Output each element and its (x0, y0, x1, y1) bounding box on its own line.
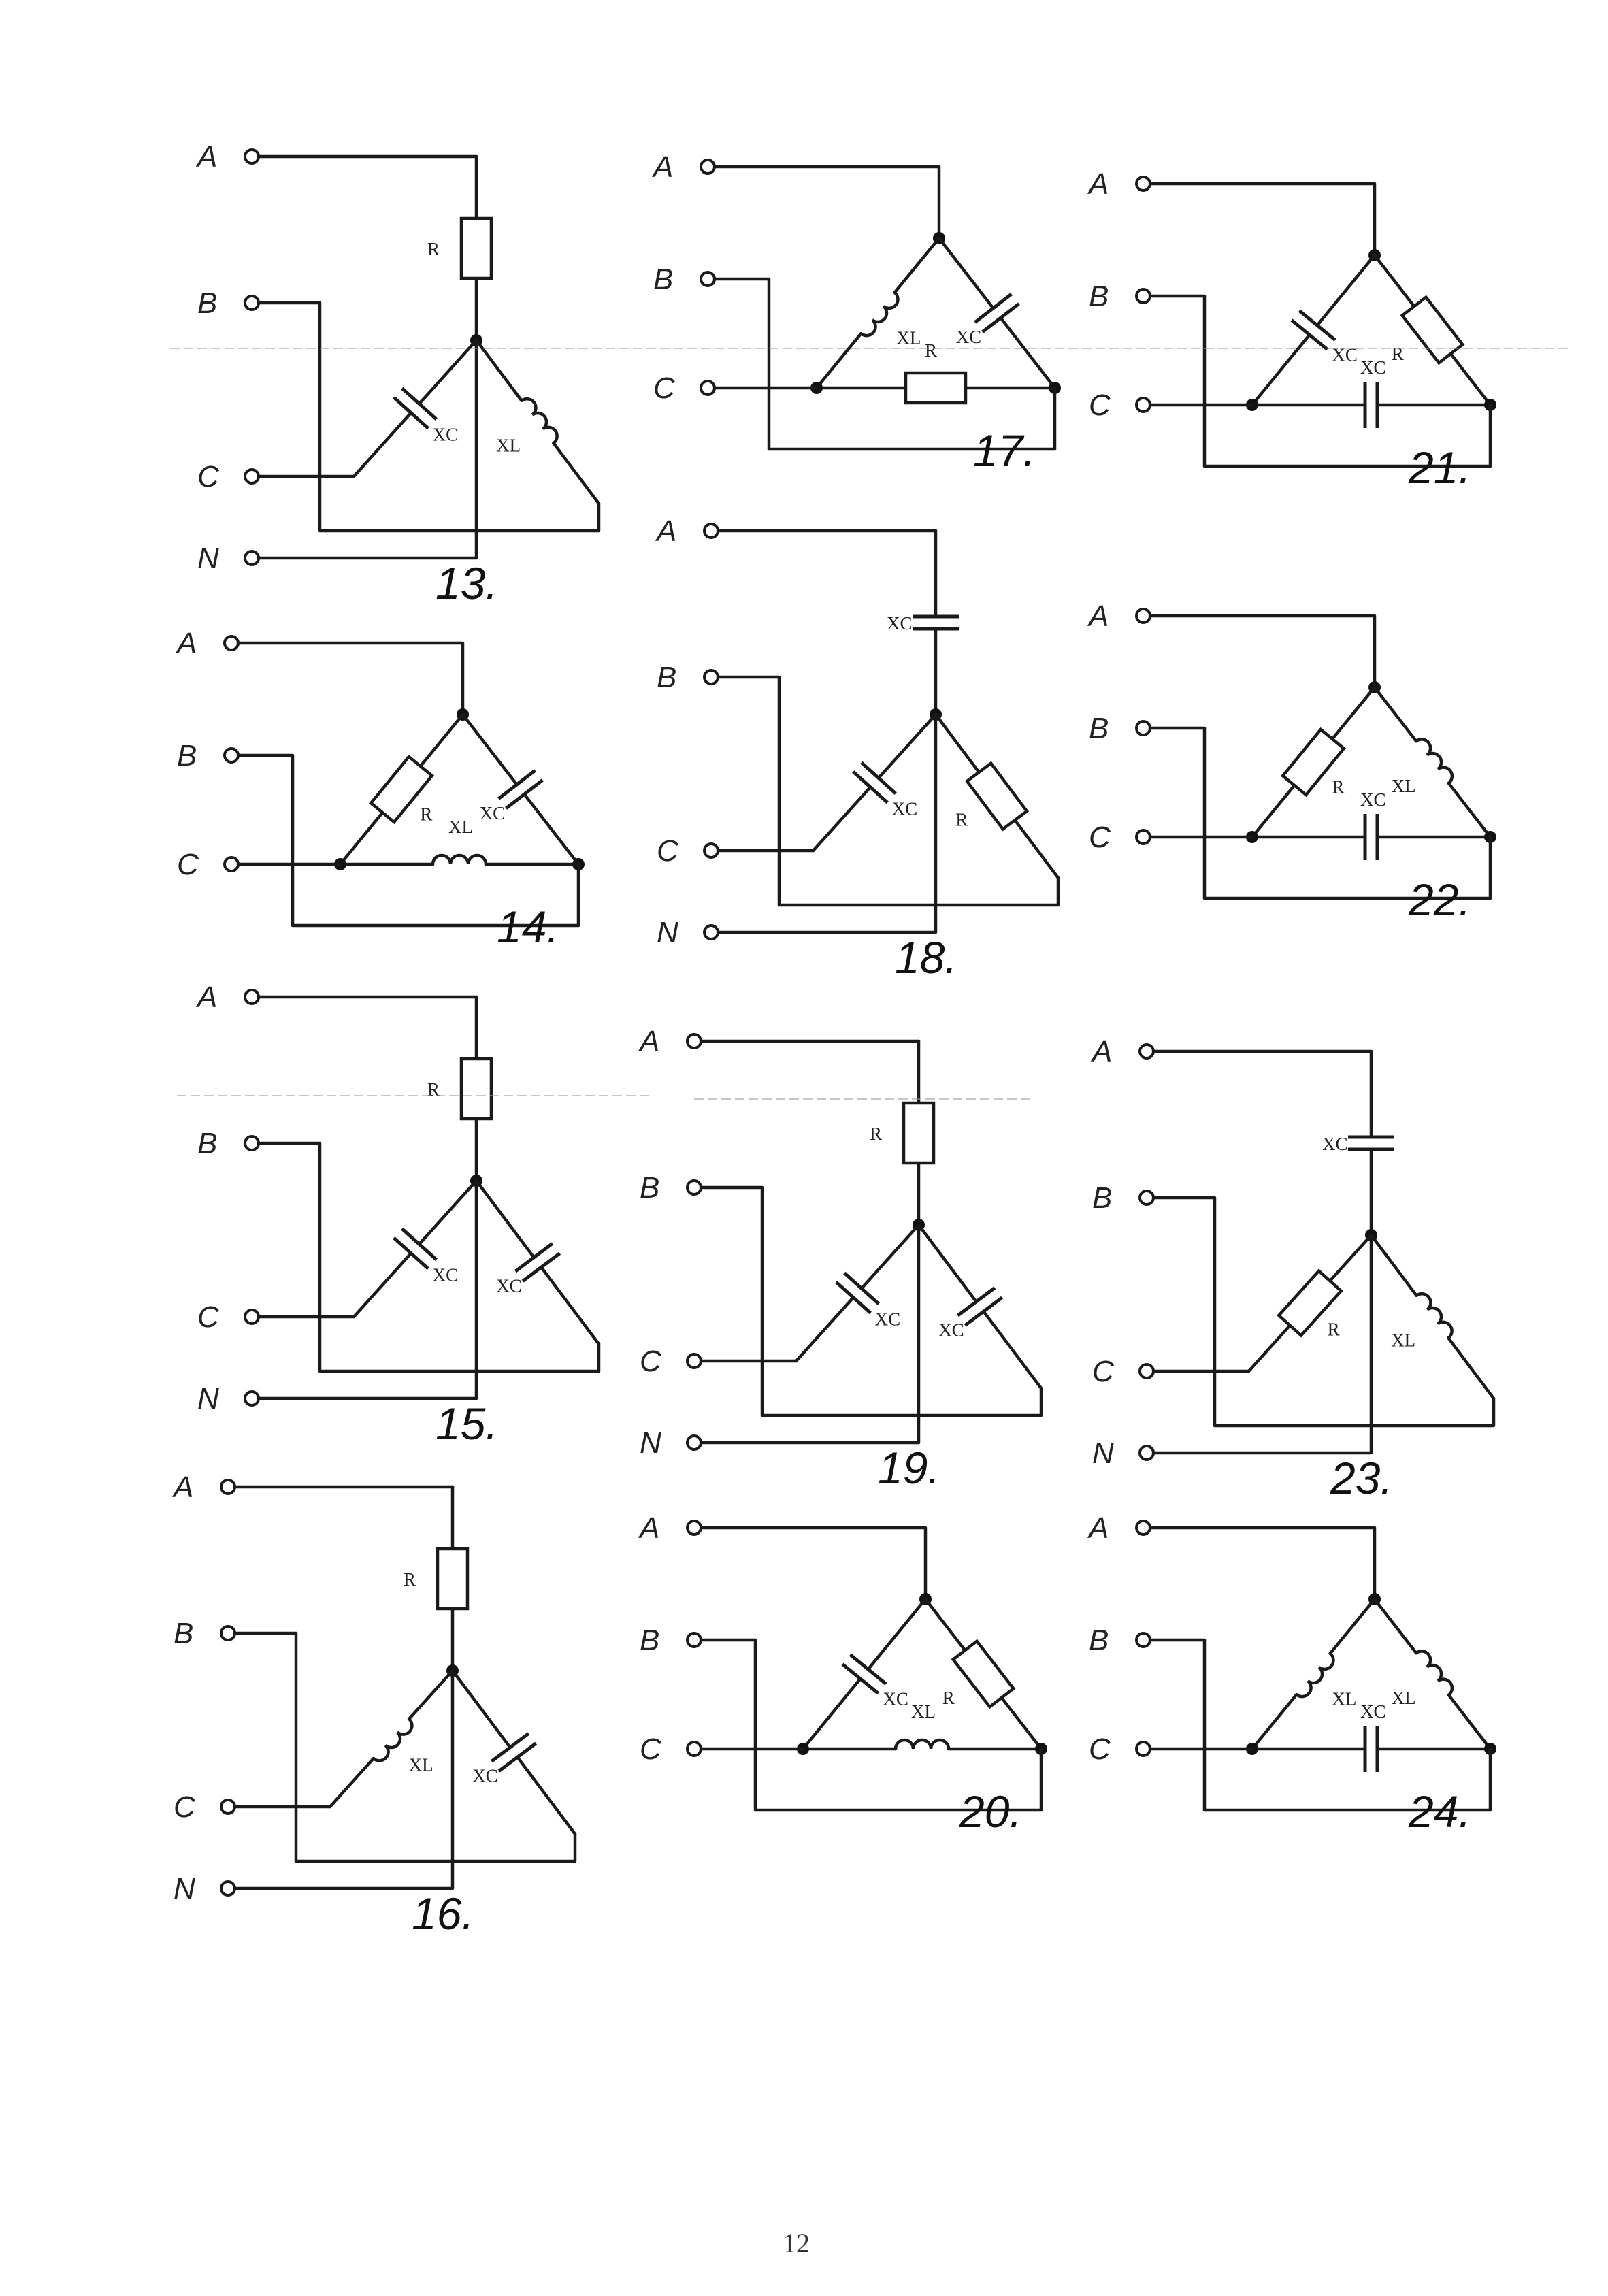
terminal-n (687, 1436, 701, 1449)
lead (1252, 785, 1294, 837)
lead (936, 715, 979, 772)
terminal-a (704, 524, 718, 538)
lead (517, 1757, 575, 1834)
inductor (330, 1671, 459, 1813)
element-label: XC (883, 1688, 908, 1709)
wire (701, 1528, 925, 1599)
lead (409, 1671, 453, 1719)
element-label: XL (448, 817, 473, 837)
lead (1332, 687, 1375, 739)
terminal-c (701, 381, 715, 395)
element-label: XC (1322, 1134, 1348, 1154)
capacitor-plate (836, 1282, 871, 1313)
terminal-b (245, 1136, 259, 1150)
element-label: R (925, 340, 938, 361)
element-label: XC (1332, 344, 1358, 365)
element-label: XC (874, 1309, 901, 1330)
terminal-n (704, 925, 718, 939)
terminal-a (687, 1034, 701, 1048)
lead (803, 1679, 860, 1749)
terminal-c (1136, 398, 1150, 412)
element-label: R (870, 1124, 883, 1144)
element-label: XC (496, 1275, 522, 1296)
lead (1449, 783, 1490, 837)
capacitor (796, 699, 953, 866)
terminal-label-b: B (1092, 1181, 1113, 1215)
circuit-number: 16. (412, 1888, 474, 1939)
terminal-a (225, 636, 238, 650)
terminal-label-a: A (197, 981, 218, 1014)
circuit-number: 19. (878, 1443, 940, 1493)
circuit-18 (655, 514, 1070, 983)
resistor (1238, 1225, 1383, 1381)
element-label: XC (472, 1765, 498, 1786)
lead (476, 1181, 534, 1258)
circuit-number: 18. (895, 932, 957, 983)
lead (813, 787, 870, 851)
terminal-label-b: B (653, 263, 674, 296)
terminal-label-c: C (640, 1345, 661, 1378)
terminal-b (1136, 721, 1150, 735)
element-label: XC (1360, 789, 1386, 810)
terminal-c (687, 1354, 701, 1368)
wire (235, 1633, 575, 1861)
lead (925, 1599, 965, 1650)
capacitor-plate (957, 1288, 994, 1315)
terminal-label-c: C (1092, 1355, 1114, 1388)
lead (419, 340, 476, 404)
lead (879, 715, 936, 778)
lead (1371, 1235, 1417, 1296)
resistor (923, 706, 1070, 887)
circuit-21 (1087, 167, 1502, 493)
element-label: XL (408, 1754, 433, 1775)
terminal-label-b: B (197, 1127, 218, 1160)
terminal-c (1136, 1742, 1150, 1756)
terminal-a (1140, 1045, 1153, 1058)
capacitor-plate (844, 1273, 879, 1304)
element-label: R (942, 1688, 955, 1709)
capacitor-plate (394, 397, 429, 428)
element-label: R (1332, 776, 1345, 798)
lead (796, 1298, 853, 1361)
inductor (340, 855, 578, 864)
terminal-label-b: B (640, 1624, 660, 1657)
inductor (817, 238, 946, 393)
element-label: R (955, 809, 968, 830)
capacitor (785, 1584, 944, 1763)
circuit-17 (651, 150, 1073, 476)
wire (1153, 1235, 1371, 1453)
capacitor-plate (523, 1253, 559, 1281)
terminal-b (221, 1626, 235, 1640)
element-label: XC (1360, 357, 1386, 378)
terminal-label-c: C (1089, 389, 1111, 422)
circuit-number: 21. (1409, 442, 1471, 493)
inductor-coil (433, 855, 486, 864)
resistor (329, 705, 474, 874)
capacitor (900, 1211, 1060, 1403)
terminal-n (245, 1392, 259, 1405)
element-label: XC (938, 1319, 964, 1341)
terminal-n (1140, 1446, 1153, 1460)
circuit-16 (171, 1471, 593, 1939)
lead (330, 1758, 374, 1807)
lead (939, 238, 993, 308)
circuit-number: 24. (1409, 1786, 1471, 1837)
terminal-b (687, 1633, 701, 1647)
terminal-label-c: C (653, 372, 675, 405)
lead (1330, 1599, 1375, 1654)
terminal-b (1140, 1191, 1153, 1204)
terminal-label-a: A (1089, 1511, 1109, 1545)
lead (354, 413, 411, 476)
element-label: R (420, 804, 433, 825)
lead (1375, 687, 1416, 741)
terminal-c (704, 844, 718, 857)
terminal-n (221, 1882, 235, 1895)
circuit-number: 14. (497, 902, 559, 952)
wire (259, 1181, 476, 1398)
lead (476, 340, 522, 401)
resistor (914, 1590, 1053, 1758)
capacitor-plate (862, 763, 896, 793)
capacitor-plate (402, 389, 437, 419)
element-label: R (1327, 1319, 1340, 1340)
wire (715, 167, 939, 238)
capacitor (337, 1165, 494, 1332)
circuit-15 (195, 981, 617, 1449)
lead (1375, 1599, 1416, 1653)
lead (1317, 255, 1375, 325)
terminal-c (245, 1310, 259, 1324)
inductor-coil (896, 1740, 949, 1749)
resistor-body (906, 373, 966, 403)
circuit-20 (638, 1511, 1053, 1837)
element-label: XC (887, 613, 913, 634)
circuit-24 (1087, 1511, 1497, 1837)
lead (1448, 1338, 1494, 1398)
lead (862, 1225, 919, 1288)
lead (868, 1599, 925, 1669)
capacitor-plate (983, 304, 1019, 332)
element-label: XL (1332, 1688, 1357, 1709)
terminal-c (225, 857, 238, 871)
wire (1150, 1640, 1490, 1810)
terminal-label-n: N (640, 1426, 661, 1460)
circuit-number: 13. (436, 558, 498, 608)
terminal-label-b: B (177, 739, 197, 772)
terminal-b (1136, 1633, 1150, 1647)
inductor (1252, 1599, 1381, 1754)
inductor-coil (861, 293, 901, 340)
terminal-label-a: A (640, 1511, 660, 1545)
resistor-body (461, 218, 491, 278)
lead (421, 715, 463, 766)
terminal-b (687, 1181, 701, 1194)
element-label: XC (891, 798, 918, 819)
capacitor-plate (1292, 320, 1328, 349)
lead (1001, 318, 1055, 388)
wire (715, 279, 1055, 449)
resistor-body (953, 1641, 1014, 1707)
terminal-label-c: C (1089, 821, 1111, 854)
circuit-14 (175, 627, 597, 952)
circuit-number: 23. (1330, 1453, 1393, 1503)
terminal-label-a: A (653, 150, 674, 184)
element-label: XL (911, 1701, 936, 1722)
circuit-19 (638, 1025, 1060, 1493)
terminal-label-c: C (197, 460, 219, 493)
wire (1150, 184, 1375, 255)
wire (235, 1671, 453, 1888)
lead (895, 238, 939, 293)
circuit-22 (1087, 600, 1497, 925)
resistor-body (461, 1059, 491, 1119)
lead (983, 1311, 1041, 1388)
lead (919, 1225, 977, 1302)
terminal-label-c: C (197, 1300, 219, 1334)
circuit-13 (195, 140, 606, 608)
terminal-label-b: B (1089, 280, 1109, 313)
terminal-label-n: N (174, 1872, 195, 1905)
terminal-c (1140, 1364, 1153, 1378)
terminal-label-a: A (657, 514, 677, 548)
terminal-a (687, 1521, 701, 1535)
terminal-label-n: N (197, 542, 219, 575)
terminal-label-a: A (1089, 167, 1109, 201)
capacitor (444, 700, 597, 879)
terminal-label-n: N (197, 1382, 219, 1415)
terminal-n (245, 551, 259, 565)
circuit-23 (1090, 1035, 1500, 1503)
lead (817, 333, 861, 388)
element-label: XC (1360, 1701, 1386, 1722)
wire (718, 715, 936, 932)
terminal-c (1136, 830, 1150, 844)
lead (463, 715, 516, 785)
lead (1015, 820, 1058, 878)
circuit-number: 17. (973, 425, 1036, 476)
terminal-label-a: A (177, 627, 197, 660)
wire (1150, 616, 1375, 687)
capacitor (458, 1167, 617, 1358)
capacitor (913, 531, 959, 715)
capacitor (1234, 240, 1393, 419)
lead (1330, 1235, 1371, 1281)
capacitor-plate (499, 1743, 536, 1771)
lead (1252, 1694, 1296, 1749)
terminal-label-n: N (657, 916, 678, 949)
terminal-label-b: B (197, 286, 218, 320)
wire (238, 643, 463, 715)
terminal-label-c: C (657, 834, 678, 868)
terminal-a (1136, 609, 1150, 623)
resistor (461, 997, 491, 1181)
resistor (438, 1487, 467, 1671)
inductor-coil (1417, 1290, 1456, 1338)
capacitor-plate (402, 1229, 437, 1260)
inductor-coil (1296, 1654, 1336, 1701)
capacitor-plate (975, 294, 1012, 323)
terminal-a (701, 160, 715, 174)
capacitor (1252, 1726, 1490, 1772)
page-number: 12 (783, 2228, 810, 2259)
inductor (1375, 1594, 1497, 1749)
terminal-label-b: B (1089, 1624, 1109, 1657)
element-label: R (427, 1079, 440, 1100)
element-label: R (1391, 344, 1404, 365)
terminal-label-a: A (1092, 1035, 1113, 1068)
capacitor (337, 325, 494, 491)
terminal-label-b: B (657, 661, 677, 694)
wire (259, 340, 476, 558)
resistor-body (1402, 297, 1463, 363)
capacitor-plate (1299, 311, 1335, 340)
resistor (1363, 246, 1503, 414)
terminal-c (221, 1800, 235, 1814)
lead (1249, 1326, 1290, 1371)
capacitor (434, 1657, 593, 1848)
lead (1375, 255, 1414, 306)
terminal-b (245, 296, 259, 310)
terminal-b (704, 670, 718, 684)
lead (419, 1181, 476, 1244)
resistor-body (438, 1549, 467, 1609)
terminal-label-n: N (1092, 1437, 1114, 1470)
capacitor-plate (965, 1298, 1002, 1326)
terminal-a (1136, 177, 1150, 191)
terminal-label-b: B (640, 1171, 660, 1204)
lead (1449, 1695, 1490, 1749)
circuit-number: 22. (1409, 874, 1471, 925)
resistor (461, 157, 491, 340)
terminal-label-b: B (1089, 712, 1109, 745)
element-label: R (427, 239, 440, 259)
wire (1150, 1528, 1375, 1599)
terminal-label-b: B (174, 1617, 194, 1650)
wire (259, 1143, 599, 1371)
inductor (1375, 682, 1497, 837)
inductor (476, 335, 606, 504)
element-label: XC (432, 424, 459, 445)
terminal-a (221, 1480, 235, 1494)
terminal-b (1136, 289, 1150, 303)
lead (453, 1671, 510, 1748)
resistor-body (904, 1103, 934, 1163)
lead (525, 794, 578, 864)
element-label: XL (496, 435, 521, 456)
capacitor-plate (850, 1655, 886, 1684)
lead (1002, 1698, 1041, 1749)
element-label: XL (1391, 1330, 1416, 1351)
circuit-number: 20. (959, 1786, 1022, 1837)
lead (541, 1267, 599, 1344)
lead (354, 1253, 411, 1317)
element-label: XL (1391, 1688, 1416, 1709)
capacitor-plate (491, 1733, 528, 1761)
element-label: XC (479, 803, 506, 824)
terminal-label-c: C (174, 1790, 195, 1824)
capacitor-plate (515, 1243, 552, 1271)
wire (701, 1225, 919, 1443)
element-label: XL (896, 327, 921, 348)
terminal-label-c: C (640, 1733, 661, 1766)
resistor-body (967, 764, 1027, 830)
capacitor-plate (394, 1238, 429, 1268)
terminal-a (245, 990, 259, 1004)
inductor (803, 1740, 1041, 1749)
resistor (904, 1041, 934, 1225)
resistor (817, 373, 1055, 403)
capacitor (1252, 814, 1490, 860)
circuit-number: 15. (436, 1398, 498, 1449)
terminal-c (687, 1742, 701, 1756)
inductor (1371, 1230, 1500, 1398)
terminal-a (245, 150, 259, 163)
element-label: R (404, 1569, 416, 1590)
element-label: XL (1391, 776, 1416, 797)
terminal-c (245, 470, 259, 483)
terminal-label-c: C (1089, 1733, 1111, 1766)
wire (701, 1187, 1041, 1415)
lead (553, 443, 599, 504)
element-label: XC (955, 327, 982, 348)
wire (259, 303, 599, 531)
capacitor (1252, 382, 1490, 428)
terminal-label-a: A (197, 140, 218, 174)
terminal-label-a: A (174, 1471, 194, 1504)
element-label: XC (432, 1264, 459, 1285)
terminal-a (1136, 1521, 1150, 1535)
inductor-coil (522, 395, 561, 443)
capacitor (779, 1209, 936, 1376)
capacitor-plate (853, 772, 888, 802)
lead (1451, 354, 1490, 405)
terminal-b (225, 749, 238, 762)
capacitor-plate (842, 1664, 879, 1693)
capacitor-plate (506, 780, 543, 808)
terminal-b (701, 272, 715, 286)
inductor-coil (1416, 1647, 1456, 1695)
lead (1252, 335, 1309, 405)
inductor-coil (1416, 736, 1456, 783)
terminal-label-a: A (640, 1025, 660, 1058)
terminal-label-c: C (177, 848, 199, 881)
capacitor-plate (499, 770, 536, 799)
capacitor (1348, 1051, 1394, 1235)
lead (340, 813, 382, 864)
terminal-label-a: A (1089, 600, 1109, 633)
